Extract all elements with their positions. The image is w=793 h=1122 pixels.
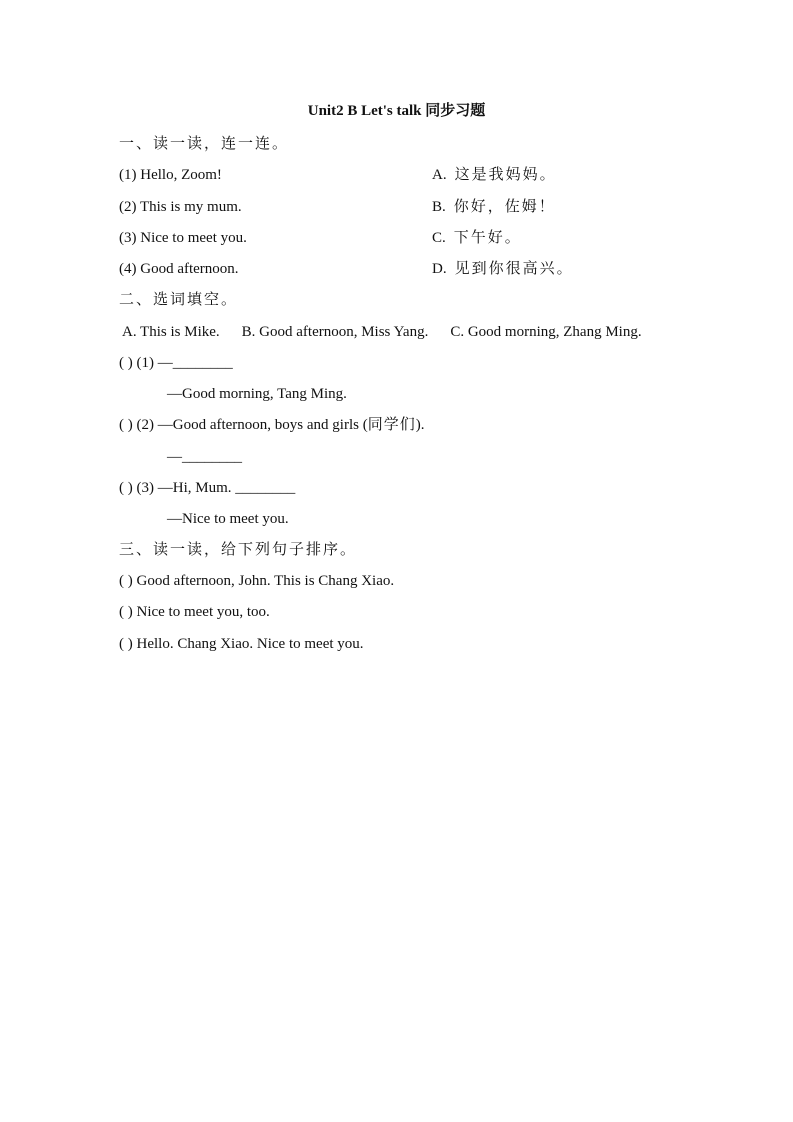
fill-answer-2: —________ [167, 449, 242, 465]
match-right-text: 下午好。 [453, 230, 522, 246]
page-title: Unit2 B Let's talk 同步习题 [307, 103, 486, 119]
section1-heading: 一、读一读，连一连。 [119, 136, 290, 152]
match-right-item-c [432, 227, 522, 249]
match-left-item-1: (1) Hello, Zoom! [119, 167, 222, 183]
match-right-text: 见到你很高兴。 [454, 261, 574, 277]
fill-question-3: ( ) (3) —Hi, Mum. ________ [119, 480, 296, 496]
order-item-2: ( ) Nice to meet you, too. [119, 604, 270, 620]
option-c: C. Good morning, Zhang Ming. [450, 324, 642, 340]
fill-question-2-pre: ( ) (2) —Good afternoon, boys and girls ( [119, 417, 368, 433]
order-item-3: ( ) Hello. Chang Xiao. Nice to meet you. [119, 636, 364, 652]
match-right-letter: B. [432, 199, 446, 215]
order-item-1: ( ) Good afternoon, John. This is Chang Xiao. [119, 573, 395, 589]
match-right-item-b [432, 196, 556, 218]
option-a: A. This is Mike. [122, 324, 220, 340]
match-right-letter: C. [432, 230, 446, 246]
fill-question-2-zh: 同学们 [367, 417, 416, 433]
match-right-item-d [432, 258, 574, 280]
option-b: B. Good afternoon, Miss Yang. [241, 324, 429, 340]
match-left-item-4: (4) Good afternoon. [119, 261, 239, 277]
match-right-letter: A. [432, 167, 447, 183]
fill-answer-1: —Good morning, Tang Ming. [167, 386, 347, 402]
match-right-text: 这是我妈妈。 [454, 167, 557, 183]
fill-options [122, 321, 642, 343]
match-left-item-2: (2) This is my mum. [119, 199, 242, 215]
section2-heading: 二、选词填空。 [119, 292, 239, 308]
fill-question-1: ( ) (1) —________ [119, 355, 233, 371]
match-right-item-a [432, 164, 557, 186]
fill-answer-3: —Nice to meet you. [167, 511, 289, 527]
fill-question-2 [119, 414, 424, 436]
match-right-text: 你好，佐姆！ [453, 199, 556, 215]
match-left-item-3: (3) Nice to meet you. [119, 230, 247, 246]
match-right-letter: D. [432, 261, 447, 277]
fill-question-2-post: ). [415, 417, 425, 433]
section3-heading: 三、读一读，给下列句子排序。 [119, 542, 358, 558]
